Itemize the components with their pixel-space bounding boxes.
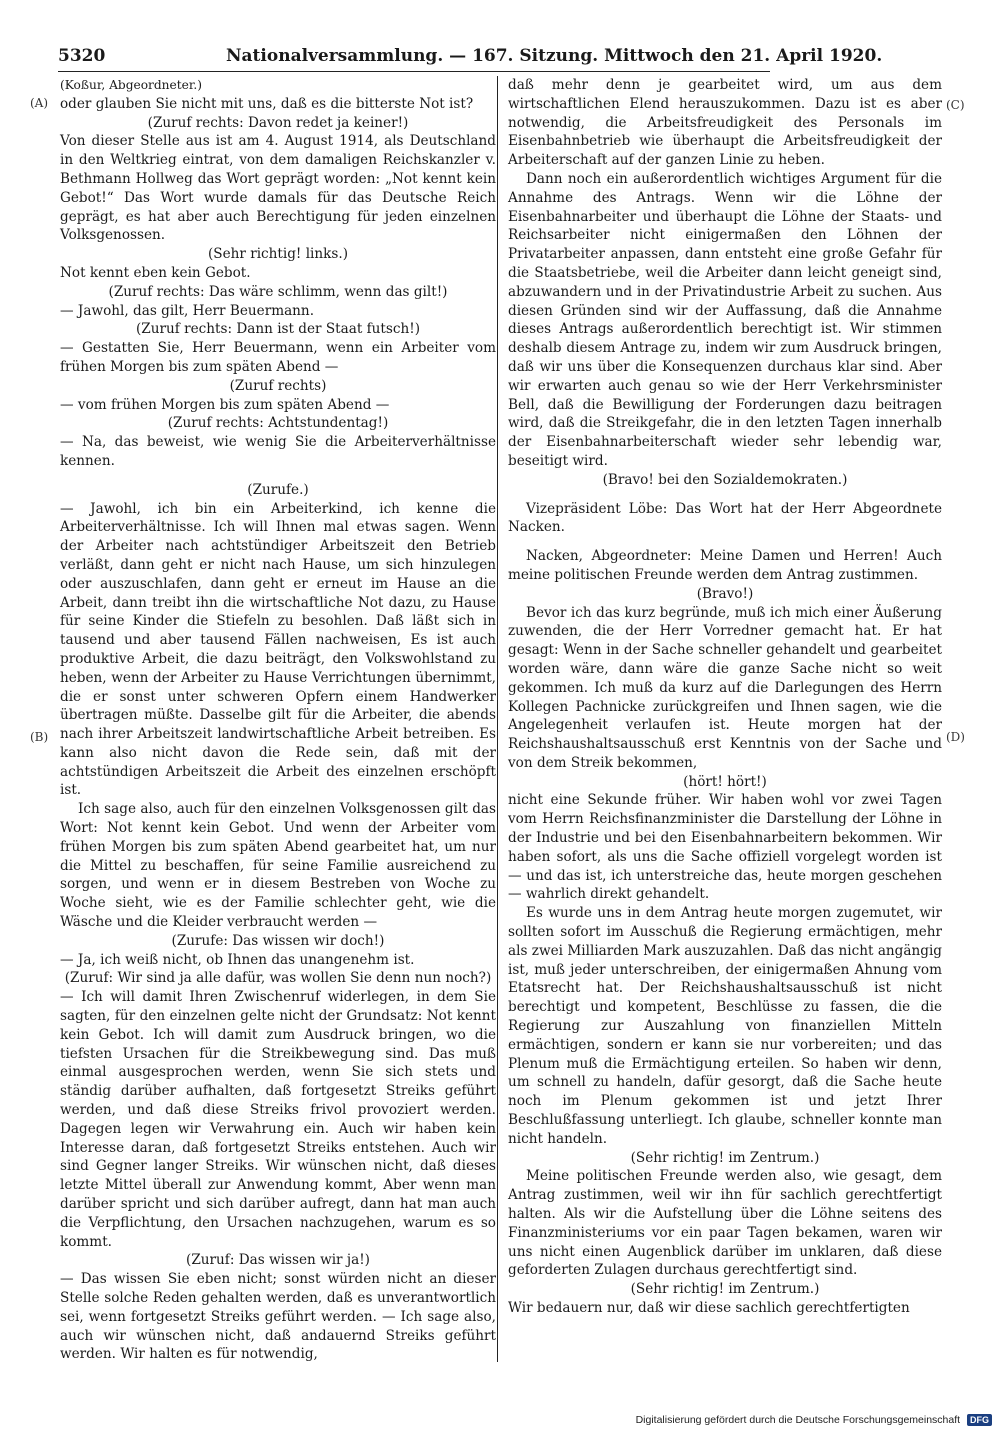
interjection: (Zuruf: Das wissen wir ja!)	[186, 1252, 370, 1269]
paragraph: oder glauben Sie nicht mit uns, daß es die bitterste Not ist?	[60, 95, 474, 112]
interjection: (Sehr richtig! im Zentrum.)	[630, 1281, 820, 1298]
interjection: (hört! hört!)	[683, 773, 767, 790]
interjection: (Sehr richtig! links.)	[207, 246, 349, 263]
header-title: Nationalversammlung. — 167. Sitzung. Mittwoch den 21. April 1920.	[226, 46, 883, 66]
paragraph: — Jawohl, das gilt, Herr Beuermann.	[60, 302, 315, 319]
page-number: 5320	[58, 46, 106, 66]
paragraph: Ich sage also, auch für den einzelnen Volksgenossen gilt das Wort: Not kennt kein Gebot. Und wenn der Arbeiter vom frühen Morgen bis zum späten Abend gearbeitet hat, um nur die Mittel zu beschaffen, für seine Familie ausreichend zu sorgen, und wenn er in diesem Bestreben von Woche zu Woche sieht, wie es der Familie schlechter geht, wie die Wäsche und die Kleider verbraucht werden —	[60, 801, 496, 931]
paragraph: — Gestatten Sie, Herr Beuermann, wenn ein Arbeiter vom frühen Morgen bis zum späten Abend —	[60, 340, 496, 375]
interjection: (Zuruf rechts: Achtstundentag!)	[167, 415, 389, 432]
footer-text: Digitalisierung gefördert durch die Deutsche Forschungsgemeinschaft	[635, 1414, 961, 1426]
margin-mark-a: (A)	[30, 96, 49, 110]
page-header	[58, 46, 883, 70]
interjection: (Bravo!)	[696, 585, 754, 602]
paragraph: Meine politischen Freunde werden also, wie gesagt, dem Antrag zustimmen, weil wir ihn für sachlich gerechtfertigt halten. Als wir die Aufstellung über die Löhne seitens des Finanzministeriums vor ein paar Tagen bekamen, waren wir uns nicht einen Augenblick darüber im unklaren, daß diese geforderten Zulagen durchaus gerechtfertigt sind.	[508, 1168, 942, 1279]
paragraph: — Jawohl, ich bin ein Arbeiterkind, ich kenne die Arbeiterverhältnisse. Ich will Ihnen mal etwas sagen. Wenn der Arbeiter nach achtstündiger Arbeitszeit den Betrieb verläßt, dann geht er nicht nach Hause, um sich hinzulegen oder auszuschlafen, dann geht er erneut im Hause an die Arbeit, dann treibt ihn die wirtschaftliche Not dazu, zu Hause für seine Kinder die Stiefeln zu besohlen. Daß läßt sich in tausend und aber tausend Fällen nachweisen, Es ist auch produktive Arbeit, die dazu beiträgt, den Volkswohlstand zu heben, wenn der Arbeiter zu Hause Verrichtungen übernimmt, die er sonst unter schweren Opfern einem Handwerker übertragen müßte. Dasselbe gilt für die Arbeiter, die abends nach ihrer Arbeitszeit landwirtschaftliche Arbeit betreiben. Es kann also nicht davon die Rede sein, daß mit der achtstündigen Arbeitszeit die Arbeit des einzelnen erschöpft ist.	[60, 500, 496, 799]
paragraph: Nacken, Abgeordneter: Meine Damen und Herren! Auch meine politischen Freunde werden dem Antrag zustimmen.	[508, 548, 942, 583]
right-column	[508, 76, 942, 1318]
interjection: (Bravo! bei den Sozialdemokraten.)	[602, 471, 848, 488]
interjection: (Sehr richtig! im Zentrum.)	[630, 1149, 820, 1166]
footer-credit	[636, 1414, 992, 1426]
paragraph: Not kennt eben kein Gebot.	[60, 264, 251, 281]
interjection: (Zurufe.)	[247, 481, 309, 498]
column-divider	[497, 76, 498, 1362]
margin-mark-b: (B)	[30, 730, 49, 744]
paragraph: — Das wissen Sie eben nicht; sonst würden nicht an dieser Stelle solche Reden gehalten werden, daß es unverantwortlich sei, wenn fortgesetzt Streiks geführt werden. — Ich sage also, auch wir wünschen nicht, daß andauernd Streiks geführt werden. Wir halten es für notwendig,	[60, 1271, 496, 1363]
margin-mark-c: (C)	[946, 98, 965, 112]
left-column	[60, 76, 496, 1364]
header-rule	[58, 71, 770, 72]
paragraph: Von dieser Stelle aus ist am 4. August 1914, als Deutschland in den Weltkrieg eintrat, von dem damaligen Reichskanzler v. Bethmann Hollweg das Wort geprägt worden: „Not kennt kein Gebot!“ Das Wort wurde damals für das Deutsche Reich geprägt, es hat aber auch Berechtigung für jeden einzelnen Volksgenossen.	[60, 133, 496, 244]
paragraph: — Ja, ich weiß nicht, ob Ihnen das unangenehm ist.	[60, 951, 415, 968]
paragraph: — vom frühen Morgen bis zum späten Abend —	[60, 396, 390, 413]
interjection: (Zuruf rechts: Dann ist der Staat futsch!)	[136, 321, 420, 338]
interjection: (Zuruf: Wir sind ja alle dafür, was wollen Sie denn nun noch?)	[64, 970, 492, 987]
paragraph: Wir bedauern nur, daß wir diese sachlich gerechtfertigten	[508, 1300, 910, 1316]
speaker-line: (Koßur, Abgeordneter.)	[60, 78, 202, 92]
paragraph: Bevor ich das kurz begründe, muß ich mich einer Äußerung zuwenden, die der Herr Vorredner gemacht hat. Er hat gesagt: Wenn in der Sache schneller gehandelt und gearbeitet worden wäre, dann wäre die ganze Sache nicht so weit gekommen. Ich muß da kurz auf die Darlegungen des Herrn Kollegen Pachnicke zurückgreifen und Ihnen sagen, wie die Angelegenheit verlaufen ist. Heute morgen hat der Reichshaushaltsausschuß erst Kenntnis von der Sache und von dem Streik bekommen,	[508, 604, 942, 771]
dfg-logo: DFG	[967, 1414, 992, 1426]
interjection: (Zuruf rechts: Davon redet ja keiner!)	[147, 114, 409, 131]
paragraph: — Na, das beweist, wie wenig Sie die Arbeiterverhältnisse kennen.	[60, 434, 496, 469]
paragraph: Dann noch ein außerordentlich wichtiges Argument für die Annahme des Antrags. Wenn wir die Löhne der Eisenbahnarbeiter und überhaupt die Löhne der Staats- und Reichsarbeiter nicht einigermaßen den Löhnen der Privatarbeiter anpassen, dann entsteht eine große Gefahr für die Staatsbetriebe, weil die Arbeiter dann leicht geneigt sind, abzuwandern und in der Privatindustrie Arbeit zu suchen. Aus diesen Gründen sind wir der Auffassung, daß die Annahme dieses Antrags außerordentlich berechtigt ist. Wir stimmen deshalb diesem Antrage zu, indem wir zum Ausdruck bringen, daß wir uns über die Konsequenzen durchaus klar sind. Aber wir erwarten auch genau so wie der Herr Verkehrsminister Bell, daß die Bewilligung der Forderungen dazu beitragen wird, daß die Streikgefahr, die in den letzten Tagen innerhalb der Eisenbahnarbeiterschaft wieder sehr lebendig war, beseitigt wird.	[508, 170, 942, 469]
interjection: (Zuruf rechts: Das wäre schlimm, wenn das gilt!)	[108, 283, 448, 300]
interjection: (Zurufe: Das wissen wir doch!)	[171, 932, 385, 949]
interjection: (Zuruf rechts)	[229, 377, 327, 394]
paragraph: Es wurde uns in dem Antrag heute morgen zugemutet, wir sollten sofort im Ausschuß die Regierung ermächtigen, mehr als zwei Milliarden Mark auszuzahlen. Daß das nicht angängig ist, muß jeder unterschreiben, der einigermaßen Ahnung vom Etatsrecht hat. Der Reichshaushaltsausschuß ist nicht berechtigt und kompetent, Beschlüsse zu fassen, die die Regierung zur Auszahlung von finanziellen Mitteln ermächtigen, sondern er kann sie nur vorbereiten; und das Plenum muß die Ermächtigung erteilen. So haben wir denn, um schnell zu handeln, dafür gesorgt, daß die Sache heute noch im Plenum gekommen ist und jetzt Ihrer Beschlußfassung unterliegt. Ich glaube, schneller konnte man nicht handeln.	[508, 905, 942, 1147]
paragraph: daß mehr denn je gearbeitet wird, um aus dem wirtschaftlichen Elend herauszukommen. Dazu ist es aber notwendig, die Arbeitsfreudigkeit des Personals im Eisenbahnbetrieb wie überhaupt die Arbeitsfreudigkeit der Arbeiterschaft auf der ganzen Linie zu heben.	[508, 77, 942, 169]
margin-mark-d: (D)	[946, 730, 965, 744]
paragraph: Vizepräsident Löbe: Das Wort hat der Herr Abgeordnete Nacken.	[508, 500, 942, 536]
paragraph: — Ich will damit Ihren Zwischenruf widerlegen, in dem Sie sagten, für den einzelnen gelte nicht der Grundsatz: Not kennt kein Gebot. Ich will damit zum Ausdruck bringen, wo die tiefsten Ursachen für die Streikbewegung sind. Das muß einmal ausgesprochen werden, wenn Sie sich stets und ständig darüber aufhalten, daß fortgesetzt Streiks geführt werden, und daß diese Streiks frivol provoziert werden. Dagegen legen wir Verwahrung ein. Auch wir haben kein Interesse daran, daß fortgesetzt Streiks entstehen. Auch wir sind Gegner langer Streiks. Wir wünschen nicht, daß dieses letzte Mittel überall zur Anwendung kommt, Aber wenn man darüber spricht und sich darüber aufregt, dann hat man auch die Verpflichtung, den Ursachen nachzugehen, warum es so kommt.	[60, 989, 496, 1250]
paragraph: nicht eine Sekunde früher. Wir haben wohl vor zwei Tagen vom Herrn Reichsfinanzminister die Darstellung der Löhne in der Industrie und bei den Eisenbahnarbeitern bekommen. Wir haben sofort, als uns die Sache offiziell vorgelegt worden ist — und das ist, ich unterstreiche das, heute morgen geschehen — wahrlich direkt gehandelt.	[508, 792, 942, 903]
